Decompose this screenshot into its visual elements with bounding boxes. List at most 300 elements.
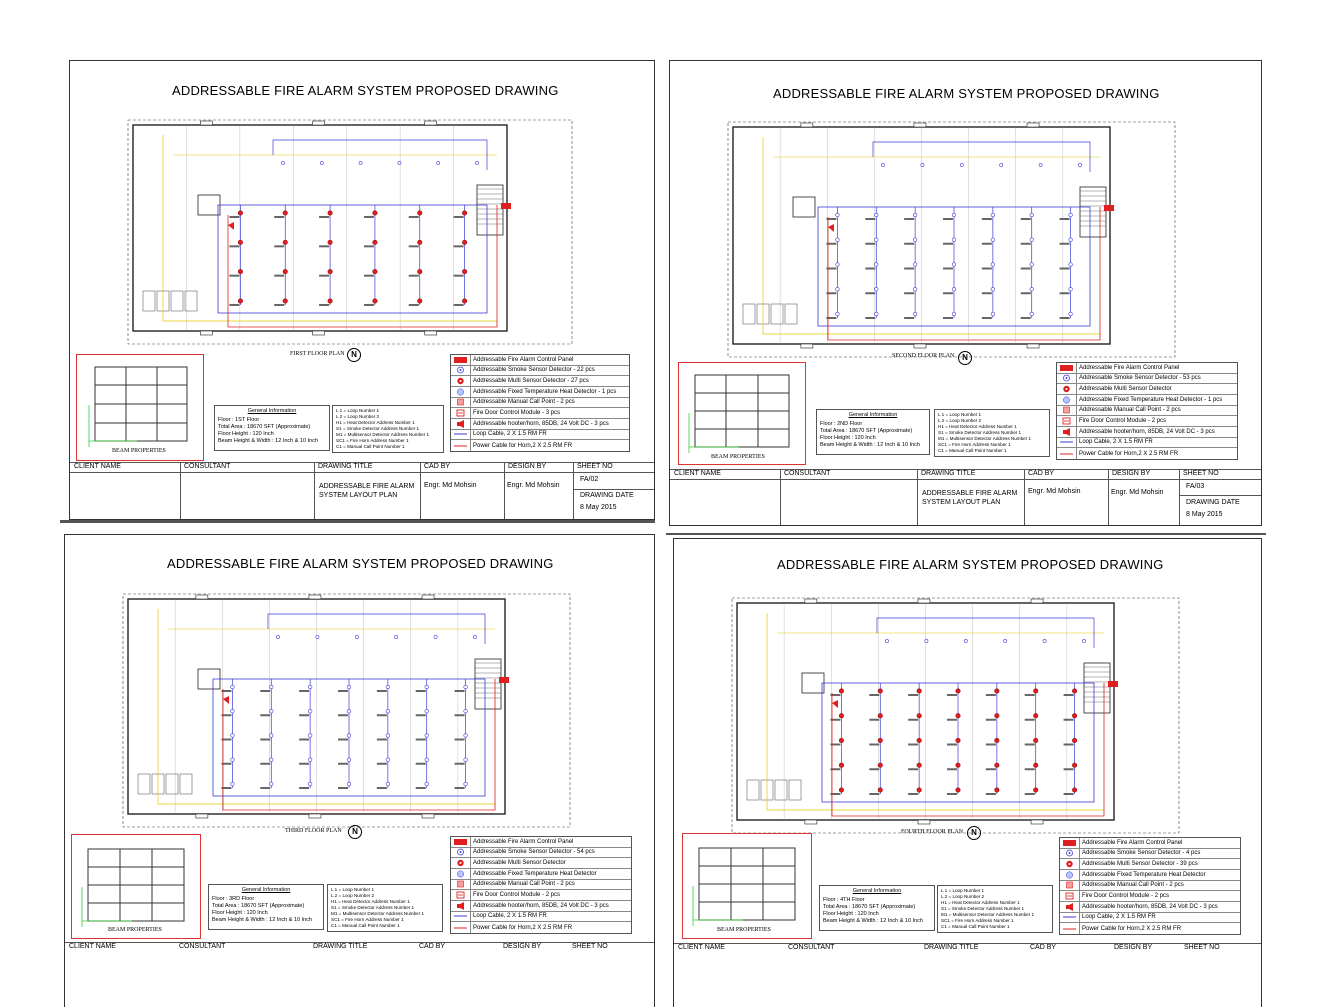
detector-tag (904, 292, 914, 294)
detector-tag (299, 763, 309, 765)
detector-tag (455, 714, 465, 716)
detector-tag (338, 787, 348, 789)
beam-grid (72, 835, 200, 938)
north-arrow-icon: N (348, 825, 362, 839)
detector-tag (274, 304, 284, 306)
legend (1056, 362, 1238, 460)
room-block (185, 291, 197, 311)
grid-marker (313, 121, 325, 125)
fire-alarm-panel-icon (1104, 205, 1114, 211)
abbr-line: M1 = Multisensor Detector Address Number 1 (331, 911, 425, 916)
detector-tag (947, 744, 957, 746)
legend-row (1060, 902, 1240, 913)
detector-icon (386, 734, 390, 738)
legend-row (451, 901, 631, 912)
detector-icon (839, 714, 843, 718)
detector-icon (283, 240, 287, 244)
detector-icon (373, 299, 377, 303)
detector-icon (425, 758, 429, 762)
legend-row (451, 366, 629, 377)
grid-marker (425, 331, 437, 335)
detector-tag (1060, 317, 1070, 319)
detector-icon (328, 211, 332, 215)
consultant-label: CONSULTANT (179, 943, 226, 950)
detector-icon (1030, 213, 1034, 217)
detector-tag (943, 218, 953, 220)
detector-icon (238, 211, 242, 215)
detector-icon (418, 240, 422, 244)
cad-by-label: CAD BY (419, 943, 446, 950)
legend-text: Power Cable for Horn,2 X 2.5 RM FR (473, 924, 573, 931)
detector-icon (276, 635, 279, 638)
detector-tag (455, 739, 465, 741)
grid-marker (914, 344, 926, 348)
detector-icon (952, 263, 956, 267)
general-information (214, 405, 330, 451)
room-block (785, 304, 797, 324)
design-by-label: DESIGN BY (1112, 470, 1151, 477)
grid-marker (309, 814, 321, 818)
detector-icon (956, 788, 960, 792)
beam-grid (683, 834, 811, 938)
loop-cable-line-icon (451, 912, 471, 922)
legend-text: Loop Cable, 2 X 1.5 RM FR (473, 913, 547, 920)
manual-call-point-icon (1060, 881, 1080, 891)
legend-text: Addressable Fire Alarm Control Panel (473, 838, 574, 845)
detector-icon (308, 782, 312, 786)
detector-tag (299, 787, 309, 789)
detector-tag (1021, 268, 1031, 270)
detector-icon (917, 763, 921, 767)
cad-by-label: CAD BY (1028, 470, 1055, 477)
detector-tag (377, 763, 387, 765)
room-block (171, 291, 183, 311)
detector-tag (377, 690, 387, 692)
design-by-label: DESIGN BY (1114, 944, 1153, 951)
detector-tag (260, 763, 270, 765)
detector-icon (917, 738, 921, 742)
design-by-value: Engr. Md Mohsin (1111, 489, 1164, 496)
title-block (670, 469, 1261, 525)
detector-tag (865, 292, 875, 294)
detector-tag (1025, 768, 1035, 770)
detector-icon (952, 287, 956, 291)
north-arrow-icon: N (347, 348, 361, 362)
legend-text: Addressable Fixed Temperature Heat Detector (1082, 871, 1206, 878)
detector-icon (878, 738, 882, 742)
legend-text: Addressable Fire Alarm Control Panel (473, 356, 574, 363)
legend-row (451, 858, 631, 869)
detector-icon (1082, 639, 1085, 642)
detector-tag (274, 275, 284, 277)
legend-text: Loop Cable, 2 X 1.5 RM FR (1082, 914, 1156, 921)
info-line: Floor : 1ST Floor (218, 417, 260, 423)
beam-properties-label: BEAM PROPERTIES (112, 448, 166, 454)
grid-marker (801, 344, 813, 348)
grid-marker (200, 331, 212, 335)
detector-tag (274, 245, 284, 247)
detector-icon (434, 635, 437, 638)
detector-tag (947, 694, 957, 696)
detector-icon (836, 238, 840, 242)
detector-icon (347, 685, 351, 689)
detector-icon (1004, 639, 1007, 642)
detector-icon (1072, 714, 1076, 718)
detector-tag (416, 714, 426, 716)
detector-icon (913, 263, 917, 267)
legend-row (1057, 448, 1237, 459)
detector-tag (409, 275, 419, 277)
drawing-sheet-second-floor (669, 60, 1262, 526)
legend-text: Loop Cable, 2 X 1.5 RM FR (1079, 439, 1153, 446)
abbr-line: M1 = Multisensor Detector Address Number 1 (336, 432, 430, 437)
heat-detector-icon (1057, 395, 1077, 405)
detector-tag (943, 292, 953, 294)
detector-icon (878, 689, 882, 693)
detector-tag (416, 690, 426, 692)
detector-icon (373, 269, 377, 273)
consultant-label: CONSULTANT (184, 463, 231, 470)
manual-call-point-icon (451, 880, 471, 890)
legend-text: Addressable Manual Call Point - 2 pcs (1079, 407, 1181, 414)
detector-icon (347, 709, 351, 713)
detector-icon (956, 689, 960, 693)
sheet-divider (60, 520, 655, 523)
drawing-sheet-first-floor (69, 60, 655, 520)
detector-tag (454, 216, 464, 218)
abbr-line: C1 = Manual Call Point Number 1 (336, 444, 405, 449)
grid-marker (918, 820, 930, 824)
sheet-no-label: SHEET NO (1184, 944, 1220, 951)
client-name-label: CLIENT NAME (678, 944, 725, 951)
detector-tag (986, 694, 996, 696)
loop-cable-line-icon (1060, 913, 1080, 923)
drawing-sheet-fourth-floor (673, 538, 1262, 1007)
detector-icon (885, 639, 888, 642)
sheet-title: ADDRESSABLE FIRE ALARM SYSTEM PROPOSED DRAWING (167, 556, 554, 571)
detector-icon (462, 240, 466, 244)
grid-marker (1027, 344, 1039, 348)
abbr-line: H1 = Heat Detector Address Number 1 (938, 424, 1017, 429)
detector-icon (917, 689, 921, 693)
client-name-label: CLIENT NAME (674, 470, 721, 477)
info-line: Total Area : 18670 SFT (Approximate) (218, 424, 311, 430)
legend-text: Power Cable for Horn,2 X 2.5 RM FR (473, 442, 573, 449)
detector-icon (952, 238, 956, 242)
legend-text: Addressable hooter/horn, 85DB, 24 Volt DC - 3 pcs (1079, 428, 1215, 435)
general-information (816, 409, 930, 455)
abbr-line: L 2 = Loop Number 2 (336, 414, 380, 419)
plan-label: FOURTH FLOOR PLAN (901, 829, 963, 835)
info-line: Floor : 4TH Floor (823, 897, 865, 903)
detector-icon (347, 734, 351, 738)
drawing-title-value: ADDRESSABLE FIRE ALARM SYSTEM LAYOUT PLAN (922, 490, 1018, 506)
abbr-line: S1 = Smoke Detector Address Number 1 (941, 906, 1025, 911)
detector-icon (1034, 788, 1038, 792)
detector-tag (865, 218, 875, 220)
detector-tag (904, 218, 914, 220)
fire-alarm-panel-icon (501, 203, 511, 209)
legend-text: Loop Cable, 2 X 1.5 RM FR (473, 431, 547, 438)
detector-icon (425, 734, 429, 738)
detector-tag (982, 243, 992, 245)
abbr-line: L 1 = Loop Number 1 (938, 412, 982, 417)
beam-properties-box (678, 362, 806, 465)
detector-tag (1025, 793, 1035, 795)
detector-icon (878, 788, 882, 792)
detector-icon (308, 734, 312, 738)
detector-icon (475, 161, 478, 164)
consultant-label: CONSULTANT (788, 944, 835, 951)
legend-row (1060, 891, 1240, 902)
detector-icon (913, 287, 917, 291)
detector-icon (231, 782, 235, 786)
legend-text: Addressable Smoke Sensor Detector - 4 pcs (1082, 850, 1201, 857)
detector-icon (231, 758, 235, 762)
legend-row (1060, 870, 1240, 881)
design-by-label: DESIGN BY (508, 463, 547, 470)
sheet-title: ADDRESSABLE FIRE ALARM SYSTEM PROPOSED DRAWING (777, 557, 1164, 572)
plan-label: SECOND FLOOR PLAN (892, 353, 955, 359)
beam-grid (679, 363, 805, 464)
detector-icon (308, 758, 312, 762)
power-cable (832, 683, 1104, 816)
legend-row (451, 912, 631, 923)
legend-row (1060, 913, 1240, 924)
legend-row (451, 890, 631, 901)
detector-tag (455, 787, 465, 789)
detector-tag (982, 292, 992, 294)
info-line: Floor : 2ND Floor (820, 421, 863, 427)
detector-icon (952, 312, 956, 316)
info-line: Beam Height & Width : 12 Inch & 10 Inch (212, 917, 312, 923)
detector-tag (1064, 768, 1074, 770)
detector-icon (269, 734, 273, 738)
detector-icon (473, 635, 476, 638)
detector-icon (956, 714, 960, 718)
beam-properties-box (71, 834, 201, 939)
detector-icon (1069, 263, 1073, 267)
power-cable-line-icon (1060, 923, 1080, 934)
detector-icon (991, 312, 995, 316)
fire-alarm-control-panel-icon (1057, 363, 1077, 373)
detector-icon (386, 758, 390, 762)
detector-icon (1069, 287, 1073, 291)
grid-marker (425, 121, 437, 125)
detector-tag (338, 763, 348, 765)
info-line: Floor : 3RD Floor (212, 896, 255, 902)
detector-icon (231, 709, 235, 713)
fire-alarm-panel-icon (499, 677, 509, 683)
detector-tag (260, 739, 270, 741)
grid-marker (196, 814, 208, 818)
building-outline (133, 125, 507, 331)
detector-tag (229, 216, 239, 218)
detector-tag (943, 243, 953, 245)
detector-icon (839, 738, 843, 742)
legend-row (1057, 363, 1237, 374)
multi-sensor-detector-icon (451, 376, 471, 386)
legend-row (451, 355, 629, 366)
room-block (771, 304, 783, 324)
detector-icon (874, 213, 878, 217)
detector-tag (908, 744, 918, 746)
detector-icon (1078, 163, 1081, 166)
detector-icon (464, 782, 468, 786)
legend-text: Addressable Fixed Temperature Heat Detector - 1 pcs (473, 388, 617, 395)
legend-row (1057, 374, 1237, 385)
detector-tag (260, 714, 270, 716)
loop-cable-line-icon (1057, 438, 1077, 448)
detector-icon (269, 685, 273, 689)
grid-marker (200, 121, 212, 125)
drawing-date-label: DRAWING DATE (1186, 499, 1240, 506)
client-name-label: CLIENT NAME (69, 943, 116, 950)
detector-icon (964, 639, 967, 642)
detector-icon (269, 709, 273, 713)
abbreviation-list (934, 409, 1050, 457)
loop-cable-line-icon (451, 430, 471, 440)
detector-icon (1034, 738, 1038, 742)
fire-door-module-icon (451, 890, 471, 900)
detector-tag (299, 739, 309, 741)
detector-icon (386, 685, 390, 689)
sheet-no-label: SHEET NO (577, 463, 613, 470)
power-cable-line-icon (1057, 448, 1077, 459)
beam-properties-label: BEAM PROPERTIES (711, 454, 765, 460)
detector-icon (418, 299, 422, 303)
loop-cable (218, 205, 487, 313)
abbr-line: S1 = Smoke Detector Address Number 1 (336, 426, 420, 431)
grid-marker (309, 595, 321, 599)
detector-tag (865, 243, 875, 245)
detector-tag (274, 216, 284, 218)
detector-tag (947, 793, 957, 795)
legend-row (1057, 427, 1237, 438)
manual-call-point-icon (451, 398, 471, 408)
grid-marker (1027, 123, 1039, 127)
detector-icon (462, 269, 466, 273)
detector-tag (416, 763, 426, 765)
abbr-line: M1 = Multisensor Detector Address Number 1 (938, 436, 1032, 441)
detector-icon (320, 161, 323, 164)
power-cable (228, 205, 497, 327)
detector-tag (319, 216, 329, 218)
detector-icon (425, 685, 429, 689)
legend-row (451, 419, 629, 430)
legend-row (1057, 395, 1237, 406)
abbr-line: C1 = Manual Call Point Number 1 (941, 924, 1010, 929)
detector-icon (836, 213, 840, 217)
detector-icon (839, 689, 843, 693)
heat-detector-icon (451, 869, 471, 879)
abbr-line: C1 = Manual Call Point Number 1 (331, 923, 400, 928)
detector-icon (328, 299, 332, 303)
drawing-sheet-third-floor (64, 534, 655, 1007)
power-cable (828, 207, 1100, 340)
detector-icon (1043, 639, 1046, 642)
detector-icon (1034, 714, 1038, 718)
legend-text: Addressable Multi Sensor Detector (473, 860, 566, 867)
abbr-line: L 2 = Loop Number 2 (941, 894, 985, 899)
info-heading: General Information (848, 412, 898, 418)
info-line: Total Area : 18670 SFT (Approximate) (820, 428, 913, 434)
info-line: Floor Height : 120 Inch (820, 435, 876, 441)
detector-icon (991, 263, 995, 267)
info-line: Total Area : 18670 SFT (Approximate) (212, 903, 305, 909)
cad-by-label: CAD BY (424, 463, 451, 470)
design-by-label: DESIGN BY (503, 943, 542, 950)
detector-icon (1072, 738, 1076, 742)
abbr-line: L 2 = Loop Number 2 (331, 893, 375, 898)
legend-text: Addressable Manual Call Point - 2 pcs (1082, 882, 1184, 889)
stair-block (475, 659, 501, 709)
legend-text: Fire Door Control Module - 3 pcs (473, 410, 561, 417)
detector-tag (869, 793, 879, 795)
legend-text: Addressable hooter/horn, 85DB, 24 Volt DC - 3 pcs (1082, 903, 1218, 910)
sheet-no-value: FA/03 (1186, 483, 1205, 490)
detector-tag (1064, 793, 1074, 795)
detector-tag (908, 793, 918, 795)
detector-icon (995, 788, 999, 792)
abbr-line: C1 = Manual Call Point Number 1 (938, 448, 1007, 453)
multi-sensor-detector-icon (451, 858, 471, 868)
beam-properties-label: BEAM PROPERTIES (717, 927, 771, 933)
detector-icon (991, 238, 995, 242)
detector-icon (308, 709, 312, 713)
detector-icon (347, 758, 351, 762)
title-block (674, 943, 1261, 1007)
manual-call-point-icon (1057, 406, 1077, 416)
detector-tag (377, 787, 387, 789)
room-block (775, 780, 787, 800)
sheet-divider (666, 533, 1266, 535)
legend-text: Addressable Smoke Sensor Detector - 22 pcs (473, 367, 595, 374)
detector-icon (952, 213, 956, 217)
detector-tag (364, 275, 374, 277)
drawing-title-label: DRAWING TITLE (924, 944, 979, 951)
cad-by-label: CAD BY (1030, 944, 1057, 951)
detector-icon (464, 758, 468, 762)
detector-tag (865, 268, 875, 270)
detector-icon (418, 269, 422, 273)
detector-tag (943, 268, 953, 270)
multi-sensor-detector-icon (1057, 384, 1077, 394)
detector-tag (904, 317, 914, 319)
abbr-line: M1 = Multisensor Detector Address Number 1 (941, 912, 1035, 917)
cad-by-value: Engr. Md Mohsin (424, 482, 477, 489)
design-by-value: Engr. Md Mohsin (507, 482, 560, 489)
legend-row (451, 387, 629, 398)
hooter-horn-icon (1057, 427, 1077, 437)
detector-tag (982, 268, 992, 270)
north-arrow-icon: N (958, 351, 972, 365)
smoke-detector-icon (1060, 849, 1080, 859)
detector-tag (986, 793, 996, 795)
detector-icon (269, 782, 273, 786)
legend-text: Addressable Manual Call Point - 2 pcs (473, 881, 575, 888)
detector-tag (869, 719, 879, 721)
detector-tag (260, 787, 270, 789)
detector-icon (386, 709, 390, 713)
legend (450, 836, 632, 934)
hooter-horn-icon (451, 901, 471, 911)
abbr-line: L 2 = Loop Number 2 (938, 418, 982, 423)
detector-tag (1021, 218, 1031, 220)
multi-sensor-detector-icon (1060, 859, 1080, 869)
abbr-line: H1 = Heat Detector Address Number 1 (331, 899, 410, 904)
smoke-detector-icon (1057, 374, 1077, 384)
